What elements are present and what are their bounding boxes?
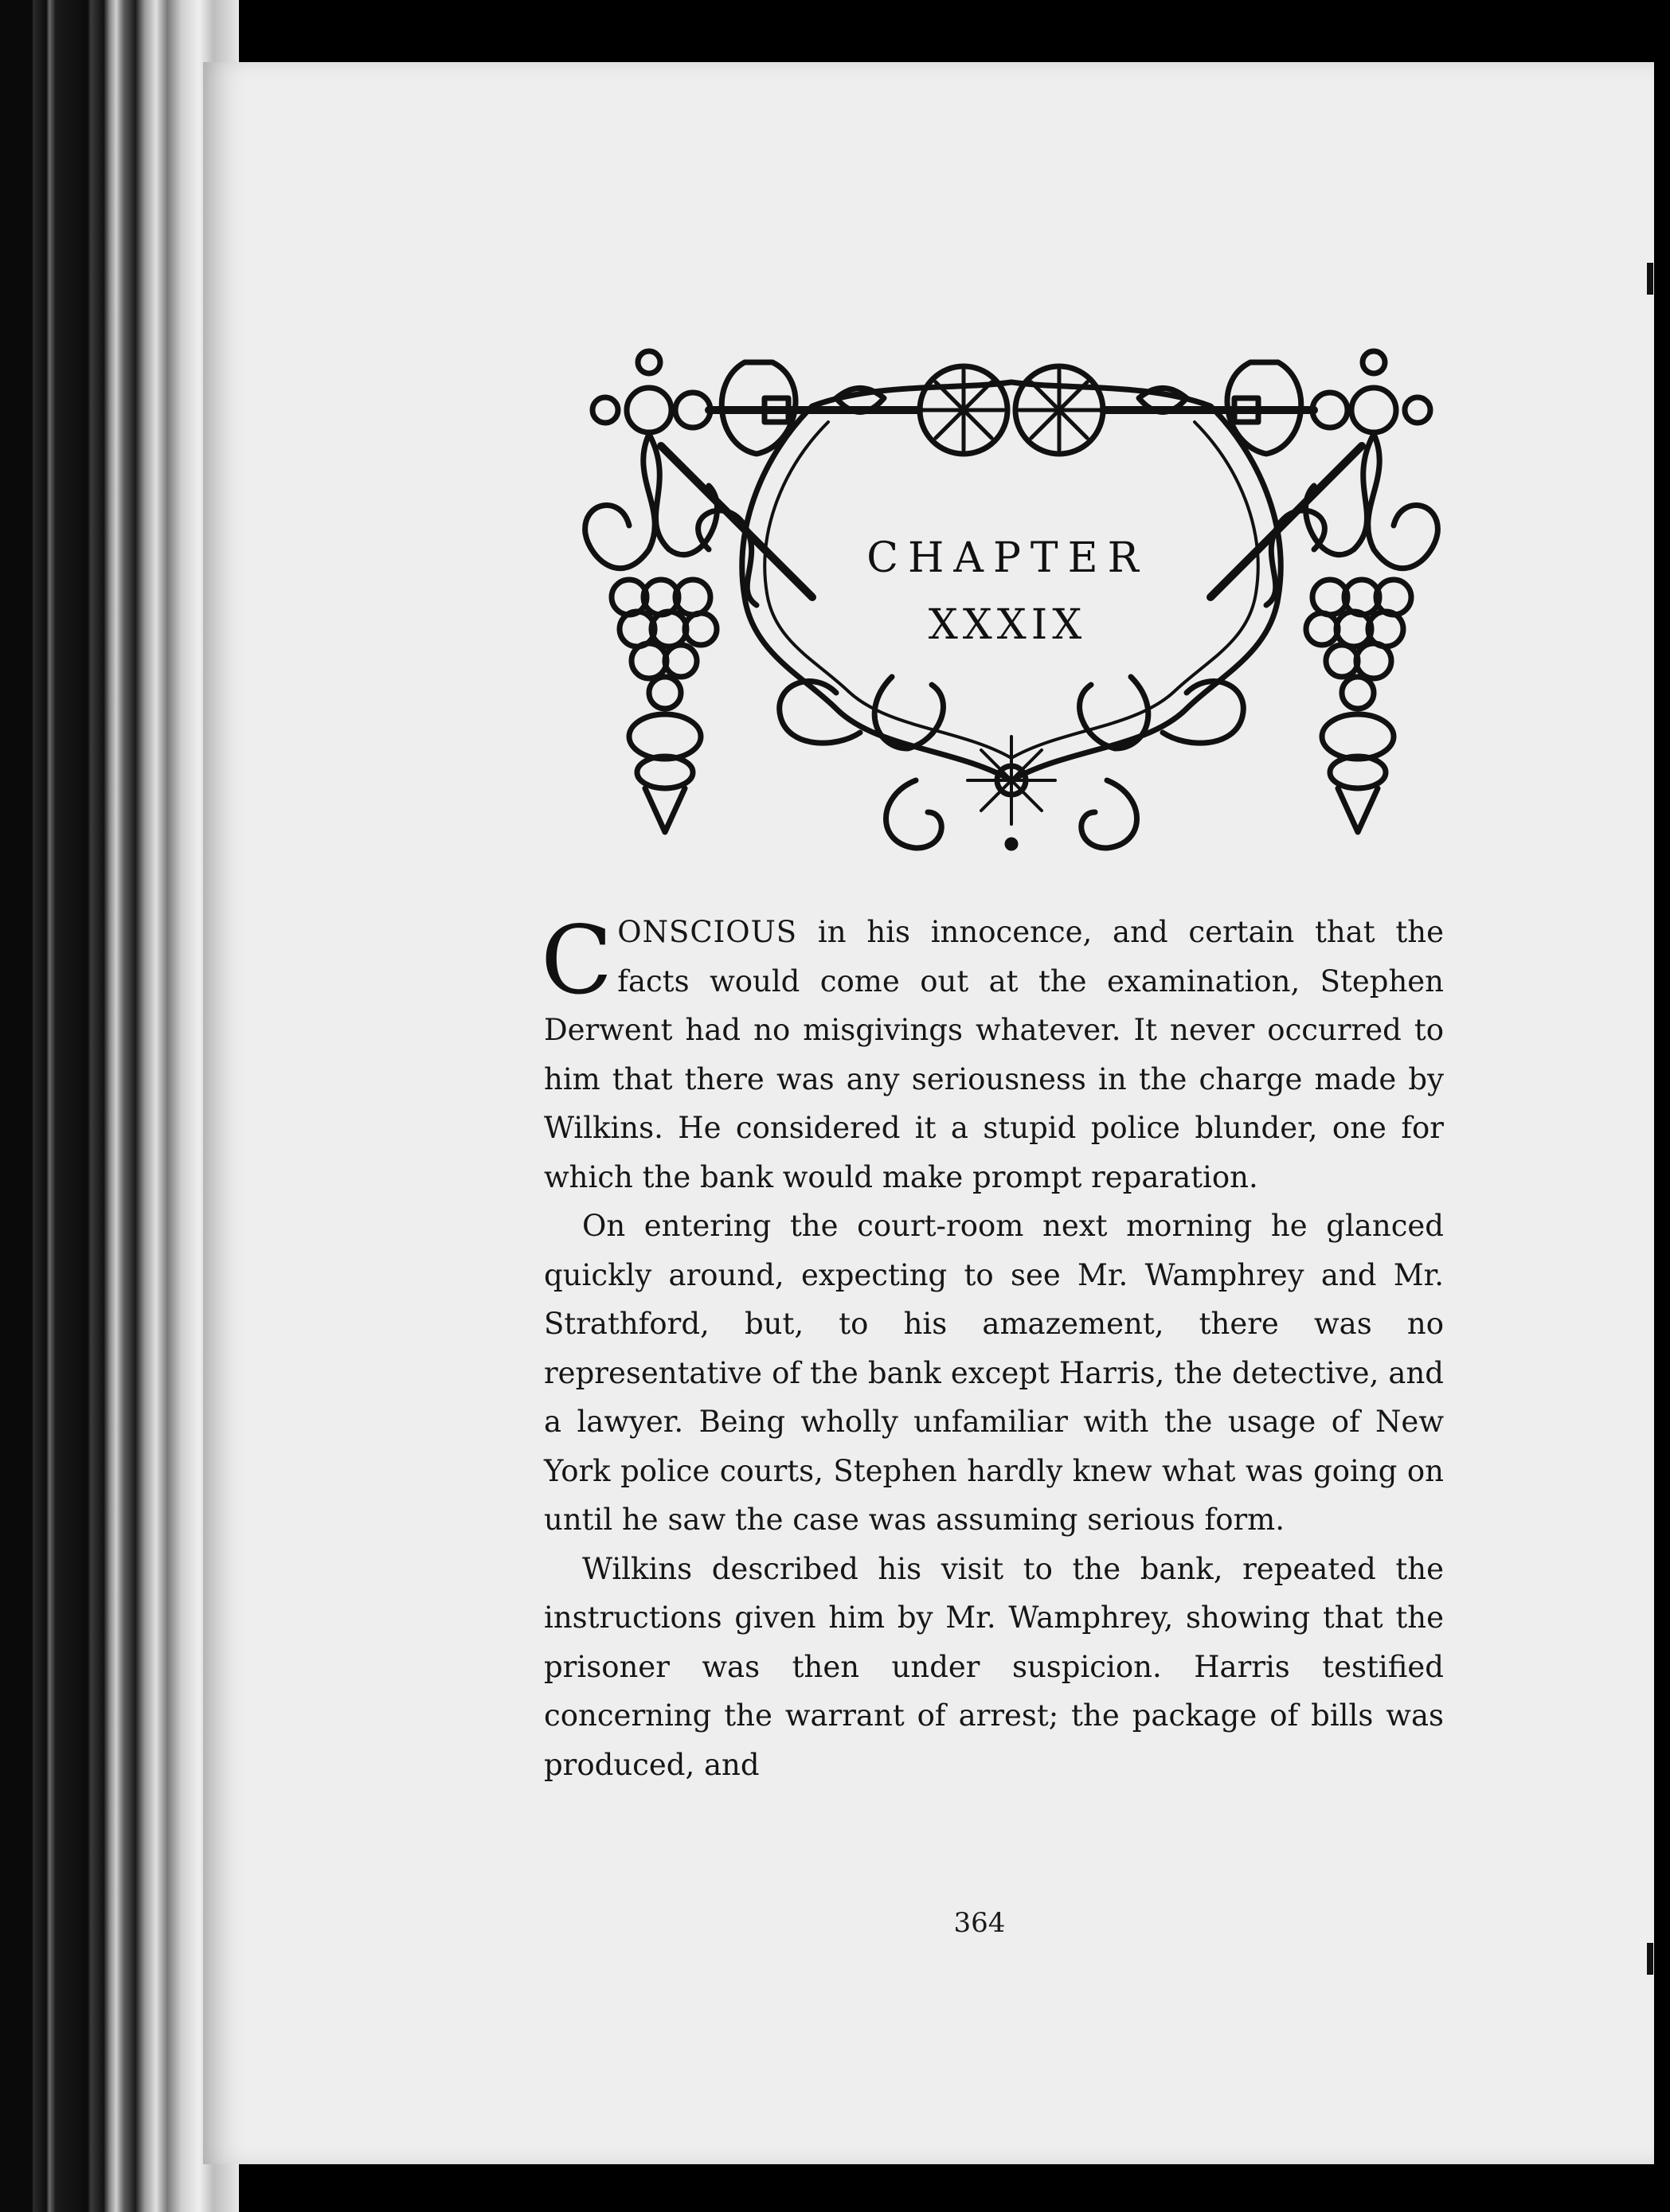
page-number: 364 bbox=[953, 1907, 1006, 1939]
chapter-label: CHAPTER bbox=[866, 534, 1148, 582]
opening-paragraph bbox=[541, 905, 1444, 1202]
paragraph: Wilkins described his visit to the bank, repeated the instructions given him by Mr. Wamphrey, showing that the prisoner was then under suspicion. Harris testified concerning the warrant of arrest; the package of bills was produced, and bbox=[544, 1551, 1444, 1782]
opening-paragraph-text: in his innocence, and certain that the facts would come out at the examination, Stephen Derwent had no misgivings whatever. It never occurred to him that there was any seriousness in the charge made by Wilkins. He considered it a stupid police blunder, one for which the bank would make prompt reparation. bbox=[544, 915, 1444, 1194]
opening-lead-word: ONSCIOUS bbox=[617, 915, 798, 949]
paragraph: On entering the court-room next morning he glanced quickly around, expecting to see Mr. Wamphrey and Mr. Strathford, but, to his amazement, there was no representative of the bank except Harris, the detective, and a lawyer. Being wholly unfamiliar with the usage of New York police courts, Stephen hardly knew what was going on until he saw the case was assuming serious form. bbox=[544, 1209, 1444, 1537]
body-text bbox=[541, 905, 1444, 1789]
edge-mark bbox=[1647, 1943, 1653, 1975]
drop-cap: C bbox=[541, 905, 613, 1015]
chapter-number: XXXIX bbox=[928, 601, 1087, 649]
right-scan-edge bbox=[1654, 0, 1670, 2212]
edge-mark bbox=[1647, 263, 1653, 295]
chapter-heading bbox=[761, 530, 1254, 663]
